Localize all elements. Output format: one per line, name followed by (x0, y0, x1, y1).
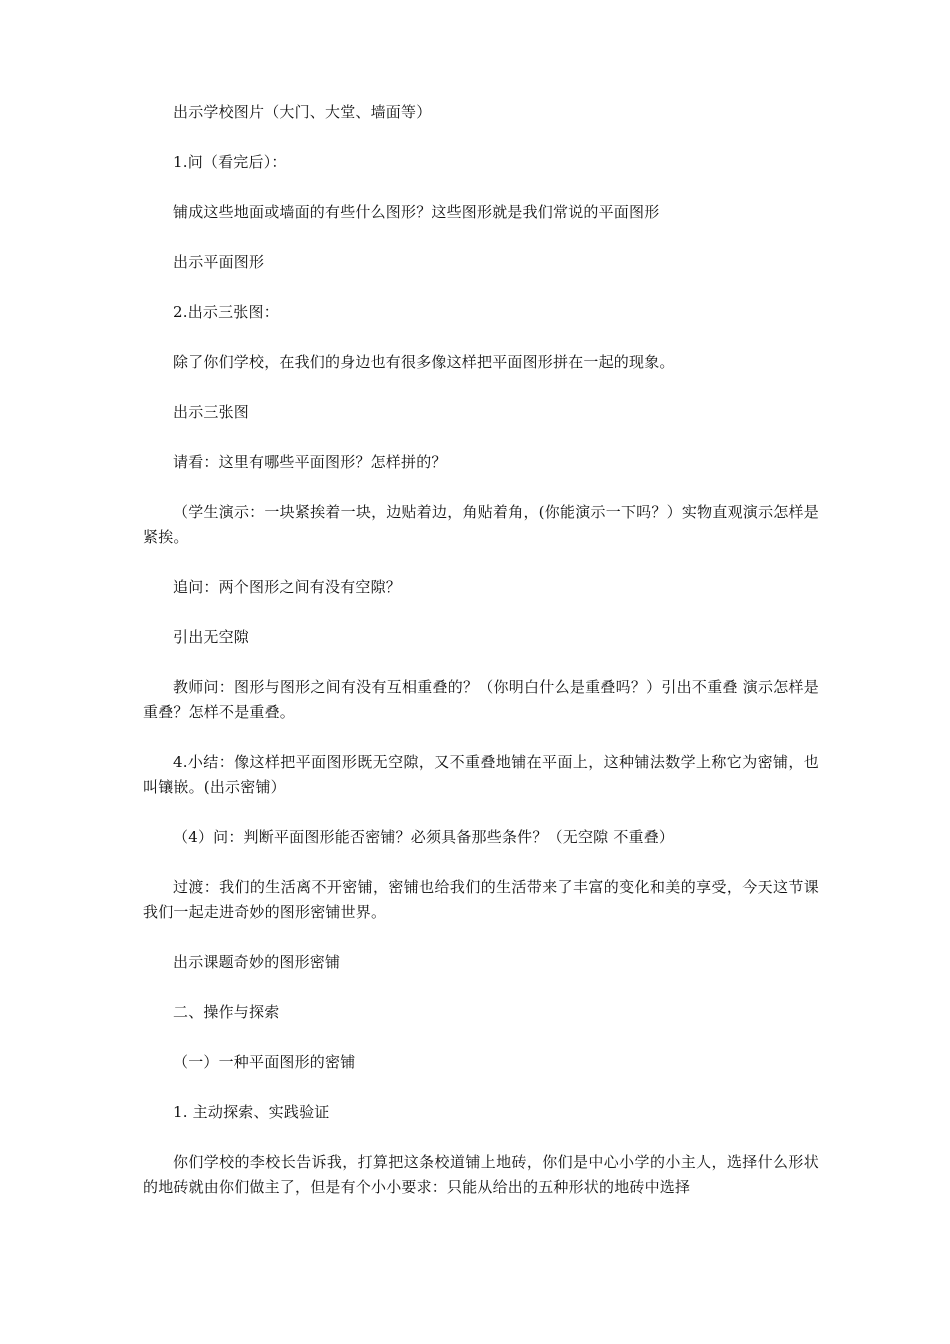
paragraph: 铺成这些地面或墙面的有些什么图形？这些图形就是我们常说的平面图形 (173, 203, 660, 221)
paragraph: 除了你们学校，在我们的身边也有很多像这样把平面图形拼在一起的现象。 (173, 353, 675, 371)
paragraph: 出示学校图片（大门、大堂、墙面等） (173, 103, 432, 121)
paragraph: （学生演示：一块紧挨着一块，边贴着边，角贴着角，(你能演示一下吗？）实物直观演示怎样是紧挨。 (143, 503, 819, 546)
paragraph: 2.出示三张图： (173, 303, 279, 321)
paragraph: 追问：两个图形之间有没有空隙？ (173, 578, 402, 596)
section-heading: 二、操作与探索 (173, 1003, 280, 1021)
paragraph: 4.小结：像这样把平面图形既无空隙，又不重叠地铺在平面上，这种铺法数学上称它为密铺，也叫镶嵌。(出示密铺） (143, 753, 819, 796)
paragraph: 请看：这里有哪些平面图形？怎样拼的？ (173, 453, 447, 471)
paragraph: 过渡：我们的生活离不开密铺，密铺也给我们的生活带来了丰富的变化和美的享受，今天这节课我们一起走进奇妙的图形密铺世界。 (143, 878, 819, 921)
paragraph: 教师问：图形与图形之间有没有互相重叠的？（你明白什么是重叠吗？）引出不重叠 演示怎样是重叠？怎样不是重叠。 (143, 678, 819, 721)
document-body (143, 100, 819, 1225)
paragraph: 出示课题奇妙的图形密铺 (173, 953, 341, 971)
paragraph: 你们学校的李校长告诉我，打算把这条校道铺上地砖，你们是中心小学的小主人，选择什么形状的地砖就由你们做主了，但是有个小小要求：只能从给出的五种形状的地砖中选择 (143, 1153, 819, 1196)
paragraph: 出示平面图形 (173, 253, 265, 271)
step-heading: 1. 主动探索、实践验证 (173, 1103, 330, 1121)
paragraph: （4）问：判断平面图形能否密铺？必须具备那些条件？（无空隙 不重叠） (173, 828, 675, 846)
paragraph: 引出无空隙 (173, 628, 250, 646)
paragraph: 出示三张图 (173, 403, 250, 421)
paragraph: 1.问（看完后）： (173, 153, 287, 171)
subsection-heading: （一）一种平面图形的密铺 (173, 1053, 356, 1071)
